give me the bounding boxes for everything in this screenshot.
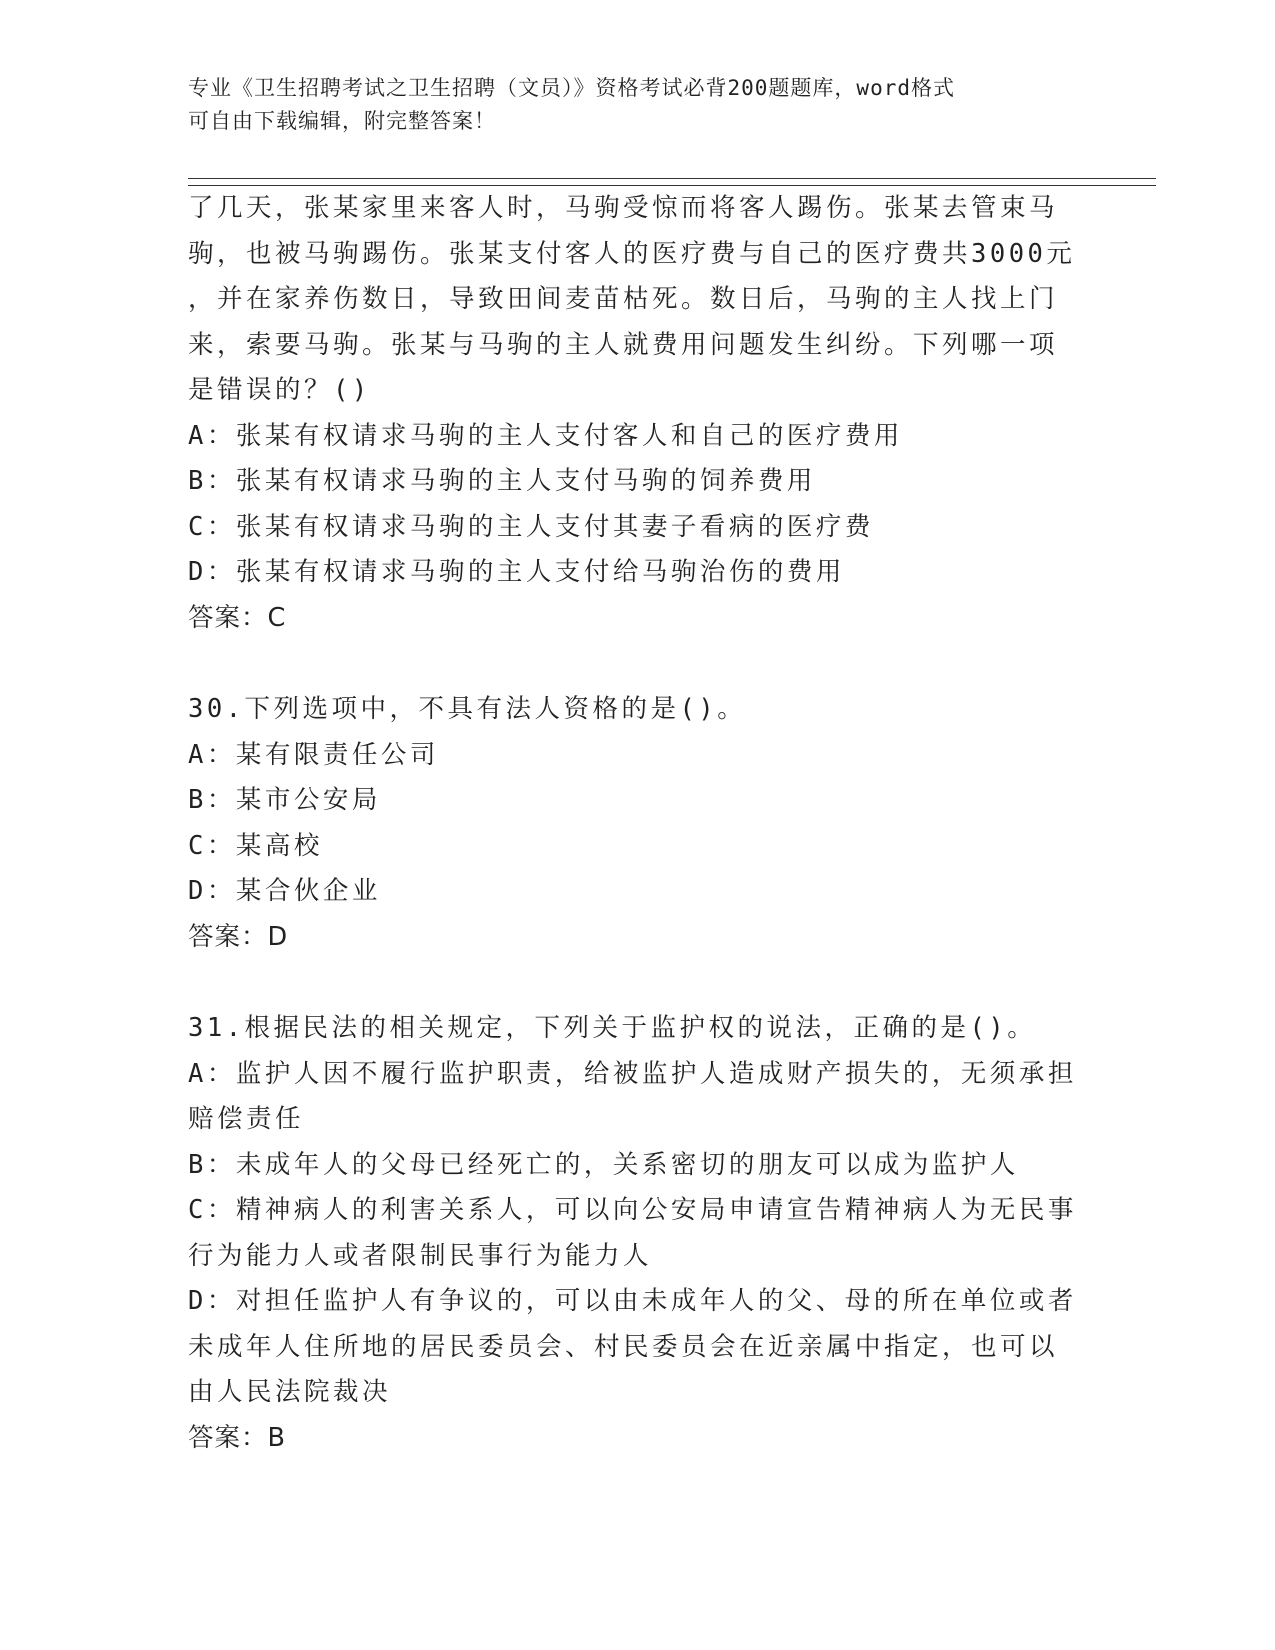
option-a-line: 赔偿责任 bbox=[188, 1104, 305, 1134]
answer-line: 答案：B bbox=[188, 1422, 286, 1453]
answer-line: 答案：C bbox=[188, 602, 287, 633]
header-title-line-1: 专业《卫生招聘考试之卫生招聘（文员）》资格考试必背200题题库，word格式 bbox=[188, 76, 955, 100]
question-spacer bbox=[188, 960, 1088, 1006]
question-stem-line: ，并在家养伤数日，导致田间麦苗枯死。数日后，马驹的主人找上门 bbox=[188, 284, 1059, 314]
question-continued bbox=[188, 186, 1088, 641]
option-c-line: 行为能力人或者限制民事行为能力人 bbox=[188, 1240, 653, 1271]
question-stem: 31.根据民法的相关规定，下列关于监护权的说法，正确的是()。 bbox=[188, 1013, 1037, 1043]
option-b: B：张某有权请求马驹的主人支付马驹的饲养费用 bbox=[188, 466, 816, 496]
document-body bbox=[188, 186, 1088, 1461]
option-c: C：张某有权请求马驹的主人支付其妻子看病的医疗费 bbox=[188, 511, 874, 542]
question-stem-line: 了几天，张某家里来客人时，马驹受惊而将客人踢伤。张某去管束马 bbox=[188, 193, 1059, 223]
option-a: A：张某有权请求马驹的主人支付客人和自己的医疗费用 bbox=[188, 420, 903, 451]
option-d-line: D：对担任监护人有争议的，可以由未成年人的父、母的所在单位或者 bbox=[188, 1286, 1077, 1316]
option-c-line: C：精神病人的利害关系人，可以向公安局申请宣告精神病人为无民事 bbox=[188, 1195, 1077, 1225]
question-31 bbox=[188, 1006, 1088, 1461]
option-a-line: A：监护人因不履行监护职责，给被监护人造成财产损失的，无须承担 bbox=[188, 1058, 1077, 1089]
option-d: D：某合伙企业 bbox=[188, 876, 381, 906]
question-stem-line: 是错误的？() bbox=[188, 375, 371, 405]
header-title-line-2: 可自由下载编辑，附完整答案！ bbox=[188, 109, 496, 133]
option-c: C：某高校 bbox=[188, 830, 323, 861]
option-b: B：未成年人的父母已经死亡的，关系密切的朋友可以成为监护人 bbox=[188, 1149, 1019, 1180]
option-a: A：某有限责任公司 bbox=[188, 739, 439, 770]
question-spacer bbox=[188, 641, 1088, 687]
question-stem: 30.下列选项中，不具有法人资格的是()。 bbox=[188, 694, 747, 724]
page-header bbox=[188, 72, 1088, 138]
option-d-line: 未成年人住所地的居民委员会、村民委员会在近亲属中指定，也可以 bbox=[188, 1331, 1059, 1362]
answer-line: 答案：D bbox=[188, 921, 289, 952]
header-double-rule bbox=[188, 178, 1156, 186]
question-30 bbox=[188, 687, 1088, 960]
option-d: D：张某有权请求马驹的主人支付给马驹治伤的费用 bbox=[188, 557, 845, 587]
question-stem-line: 驹，也被马驹踢伤。张某支付客人的医疗费与自己的医疗费共3000元 bbox=[188, 238, 1076, 269]
option-d-line: 由人民法院裁决 bbox=[188, 1377, 392, 1407]
question-stem-line: 来，索要马驹。张某与马驹的主人就费用问题发生纠纷。下列哪一项 bbox=[188, 329, 1059, 360]
option-b: B：某市公安局 bbox=[188, 785, 381, 815]
